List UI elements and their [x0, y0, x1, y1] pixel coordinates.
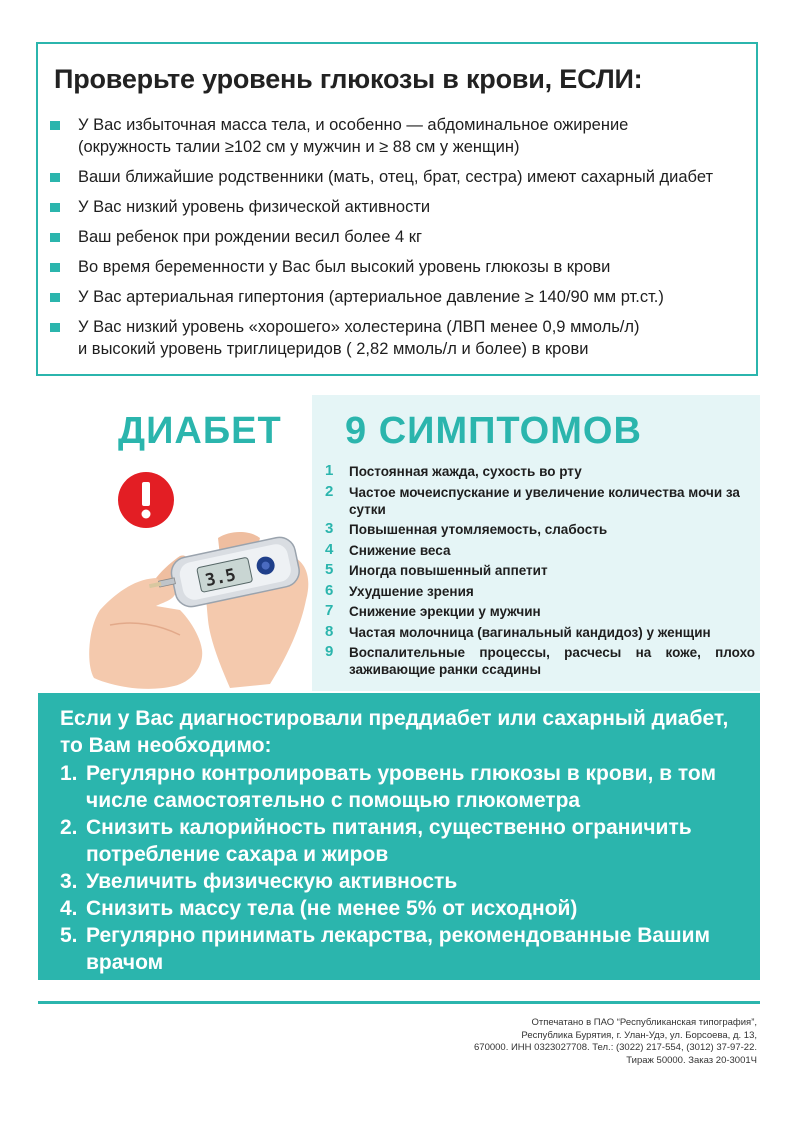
list-item — [60, 922, 760, 976]
symptom-number: 4 — [325, 540, 334, 558]
risk-text-cont: (окружность талии ≥102 см у мужчин и ≥ 88 см у женщин) — [78, 138, 520, 156]
symptom-number: 7 — [325, 602, 334, 619]
glucometer-illustration — [80, 460, 315, 692]
symptom-number: 1 — [325, 462, 334, 479]
list-item — [60, 814, 760, 868]
meter-display: 3.5 — [203, 565, 238, 592]
risk-text: Во время беременности у Вас был высокий уровень глюкозы в крови — [78, 258, 611, 276]
symptom-number: 8 — [325, 622, 334, 640]
imprint-line: 670000. ИНН 0323027708. Тел.: (3022) 217-554, (3012) 37-97-22. — [474, 1042, 757, 1053]
square-bullet-icon — [50, 263, 60, 272]
symptom-text: Повышенная утомляемость, слабость — [349, 522, 608, 537]
list-item — [50, 256, 750, 278]
risk-factors-title: Проверьте уровень глюкозы в крови, ЕСЛИ: — [54, 64, 643, 94]
advice-number: 4. — [60, 897, 78, 920]
footer-divider — [38, 1001, 760, 1004]
symptom-text: Снижение эрекции у мужчин — [349, 604, 541, 619]
risk-factors-list — [50, 114, 750, 360]
square-bullet-icon — [50, 293, 60, 302]
advice-text: Снизить массу тела (не менее 5% от исходной) — [86, 897, 578, 920]
square-bullet-icon — [50, 323, 60, 332]
symptom-number: 9 — [325, 643, 334, 660]
list-item — [325, 484, 755, 518]
imprint-line: Республика Бурятия, г. Улан-Удэ, ул. Борсоева, д. 13, — [521, 1029, 757, 1041]
square-bullet-icon — [50, 173, 60, 182]
list-item — [50, 226, 750, 248]
symptom-text: Снижение веса — [349, 542, 451, 558]
list-item — [50, 166, 750, 188]
risk-text: У Вас артериальная гипертония (артериальное давление ≥ 140/90 мм рт.ст.) — [78, 288, 664, 306]
symptom-number: 5 — [325, 561, 334, 578]
square-bullet-icon — [50, 203, 60, 212]
alert-icon — [118, 472, 174, 528]
list-item — [325, 603, 755, 620]
risk-text: У Вас избыточная масса тела, и особенно — абдоминальное ожирение — [78, 116, 629, 134]
square-bullet-icon — [50, 233, 60, 242]
list-item — [60, 868, 760, 895]
square-bullet-icon — [50, 121, 60, 130]
symptom-text: Частая молочница (вагинальный кандидоз) у женщин — [349, 624, 711, 640]
list-item — [325, 562, 755, 579]
advice-band — [38, 693, 760, 980]
list-item — [50, 114, 750, 158]
risk-text: У Вас низкий уровень «хорошего» холестерина (ЛВП менее 0,9 ммоль/л) — [78, 318, 640, 336]
list-item — [325, 542, 755, 559]
symptom-text: Иногда повышенный аппетит — [349, 563, 548, 578]
symptom-text: Постоянная жажда, сухость во рту — [349, 464, 582, 479]
list-item — [325, 624, 755, 641]
advice-list — [60, 760, 760, 976]
risk-text-cont: и высокий уровень триглицеридов ( 2,82 ммоль/л и более) в крови — [78, 340, 589, 358]
list-item — [50, 316, 750, 360]
list-item — [325, 583, 755, 600]
symptom-number: 3 — [325, 520, 334, 537]
advice-text: Регулярно контролировать уровень глюкозы в крови, в том числе самостоятельно с помощью глюкометра — [86, 762, 717, 812]
symptom-number: 6 — [325, 581, 334, 599]
list-item — [325, 463, 755, 480]
symptoms-heading: 9 СИМПТОМОВ — [345, 410, 642, 452]
advice-text: Увеличить физическую активность — [86, 870, 458, 893]
list-item — [60, 895, 760, 922]
diabetes-heading: ДИАБЕТ — [118, 410, 282, 452]
risk-text: Ваш ребенок при рождении весил более 4 кг — [78, 228, 423, 246]
symptoms-list — [325, 463, 755, 682]
advice-number: 5. — [60, 924, 78, 947]
advice-number: 2. — [60, 816, 78, 839]
symptom-text: Воспалительные процессы, расчесы на коже, плохо заживающие ранки ссадины — [349, 645, 755, 677]
list-item — [50, 196, 750, 218]
advice-text: Регулярно принимать лекарства, рекомендованные Вашим врачом — [86, 924, 711, 974]
symptom-text: Ухудшение зрения — [349, 583, 474, 599]
list-item — [325, 644, 755, 678]
risk-text: У Вас низкий уровень физической активности — [78, 198, 431, 216]
risk-text: Ваши ближайшие родственники (мать, отец, брат, сестра) имеют сахарный диабет — [78, 168, 714, 186]
symptom-text: Частое мочеиспускание и увеличение количества мочи за сутки — [349, 484, 740, 517]
advice-text: Снизить калорийность питания, существенно ограничить потребление сахара и жиров — [86, 816, 692, 866]
advice-intro: Если у Вас диагностировали преддиабет или сахарный диабет, то Вам необходимо: — [60, 707, 729, 757]
imprint-line: Тираж 50000. Заказ 20-3001Ч — [626, 1054, 757, 1066]
imprint — [397, 1017, 757, 1067]
advice-number: 3. — [60, 870, 78, 893]
list-item — [60, 760, 760, 814]
list-item — [50, 286, 750, 308]
advice-number: 1. — [60, 762, 78, 785]
list-item — [325, 521, 755, 538]
risk-factors-box — [36, 42, 758, 376]
symptom-number: 2 — [325, 482, 334, 500]
imprint-line: Отпечатано в ПАО “Республиканская типография”, — [531, 1017, 757, 1028]
